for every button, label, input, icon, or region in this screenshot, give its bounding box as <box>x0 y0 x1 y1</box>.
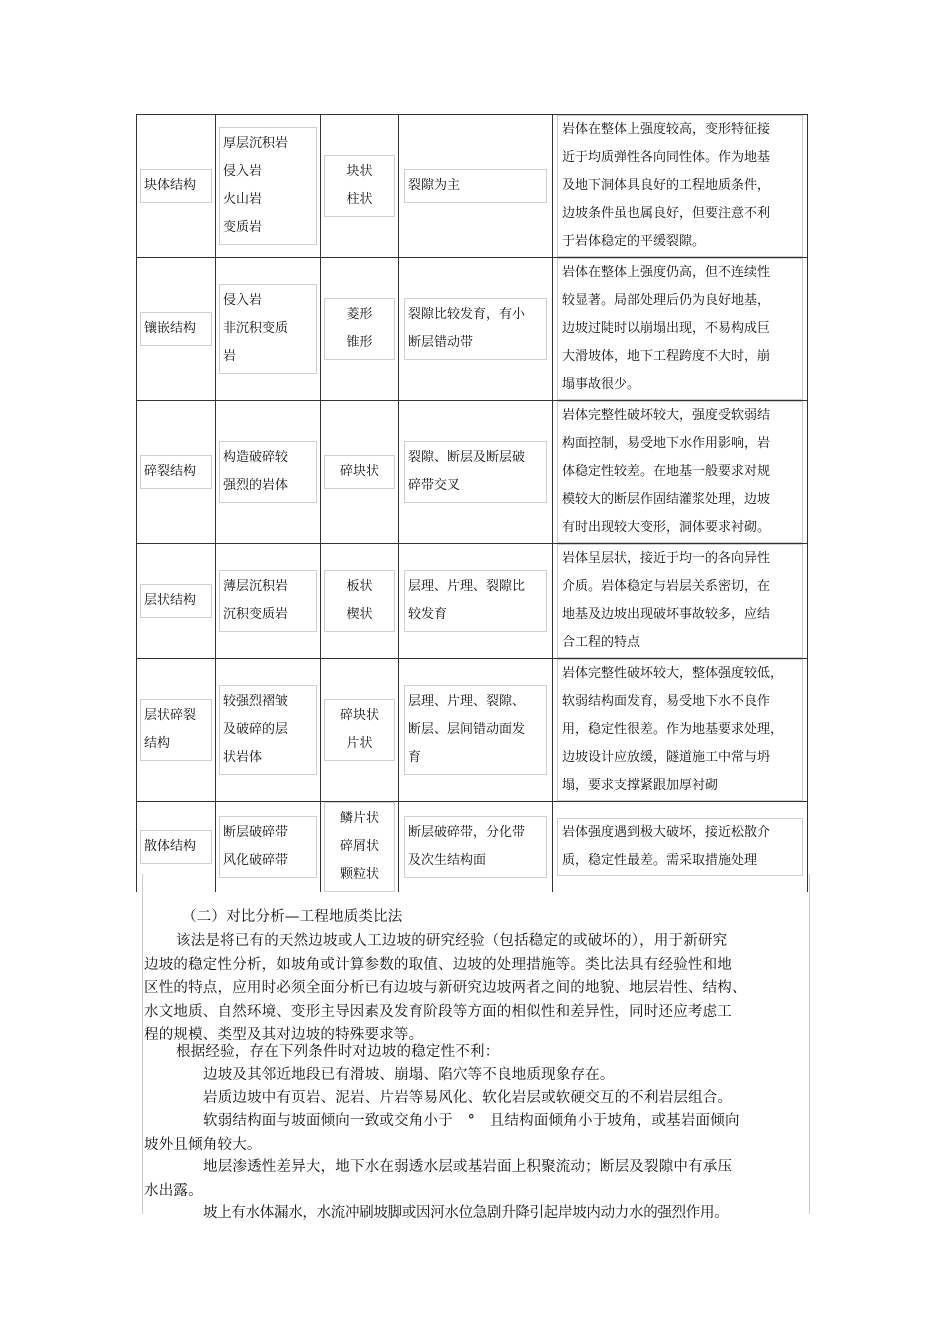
cell-text-line: 岩体在整体上强度仍高，但不连续性 <box>562 265 771 280</box>
rock-type-cell-box <box>219 816 317 878</box>
cell-text-line: 较强烈褶皱 <box>223 694 289 709</box>
condition-item-1 <box>144 1064 808 1088</box>
engineering-character-cell-box <box>557 818 803 876</box>
block-shape-cell <box>321 659 399 802</box>
cell-text-line: 岩体完整性破坏较大，强度受软弱结 <box>562 408 771 423</box>
block-shape-cell-box <box>324 699 395 761</box>
cell-text-line: 塌事故很少。 <box>562 377 641 392</box>
discontinuity-cell-box <box>404 169 547 203</box>
cell-text-line: 非沉积变质 <box>223 321 289 336</box>
cell-text-line: 裂隙、断层及断层破 <box>408 450 526 465</box>
rock-type-cell-box <box>219 284 317 374</box>
cell-text-line: 锥形 <box>346 335 373 350</box>
cell-text-line: 块状 <box>346 164 373 179</box>
discontinuity-cell <box>399 659 553 802</box>
cell-text-line: 构造破碎较 <box>223 450 289 465</box>
discontinuity-cell <box>399 544 553 659</box>
cell-text-line: 侵入岩 <box>223 293 263 308</box>
cell-text-line: 强烈的岩体 <box>223 478 289 493</box>
cell-text-line: 断层错动带 <box>408 335 474 350</box>
cell-text-line: 用，稳定性很差。作为地基要求处理， <box>562 722 784 737</box>
cell-text-line: 状岩体 <box>223 750 263 765</box>
discontinuity-cell <box>399 401 553 544</box>
condition-item-3 <box>144 1110 808 1157</box>
rock-type-cell <box>216 401 321 544</box>
structure-type-cell-box <box>140 699 212 761</box>
rock-structure-table <box>136 114 808 892</box>
cell-text-line: 模较大的断层作固结灌浆处理，边坡 <box>562 492 771 507</box>
cell-text-line: 沉积变质岩 <box>223 607 289 622</box>
cell-text-line: 块体结构 <box>144 178 197 193</box>
condition-text: 水出露。 <box>144 1182 203 1199</box>
discontinuity-cell-box <box>404 685 547 775</box>
structure-type-cell-box <box>140 312 212 346</box>
cell-text-line: 近于均质弹性各向同性体。作为地基 <box>562 150 771 165</box>
condition-item-5 <box>144 1202 808 1226</box>
table-row <box>137 659 808 802</box>
rock-type-cell-box <box>219 127 317 245</box>
cell-text-line: 及地下洞体具良好的工程地质条件， <box>562 178 771 193</box>
discontinuity-cell <box>399 258 553 401</box>
engineering-character-cell <box>553 258 808 401</box>
cell-text-line: 层状结构 <box>144 593 197 608</box>
cell-text-line: 厚层沉积岩 <box>223 136 289 151</box>
cell-text-line: 岩体强度遇到极大破坏，接近松散介 <box>562 825 771 840</box>
block-shape-cell-box <box>324 455 395 489</box>
cell-text-line: 散体结构 <box>144 839 197 854</box>
engineering-character-cell-box <box>557 659 803 801</box>
cell-text-line: 构面控制，易受地下水作用影响，岩 <box>562 436 771 451</box>
structure-type-cell <box>137 115 216 258</box>
cell-text-line: 介质。岩体稳定与岩层关系密切，在 <box>562 579 771 594</box>
cell-text-line: 颗粒状 <box>339 867 379 882</box>
cell-text-line: 断层破碎带，分化带 <box>408 825 526 840</box>
structure-type-cell-box <box>140 830 212 864</box>
condition-text: 地层渗透性差异大，地下水在弱透水层或基岩面上积聚流动；断层及裂隙中有承压 <box>203 1159 733 1175</box>
rock-type-cell-box <box>219 685 317 775</box>
structure-type-cell <box>137 401 216 544</box>
cell-text-line: 边坡设计应放缓，隧道施工中常与坍 <box>562 750 771 765</box>
rock-type-cell <box>216 659 321 802</box>
cell-text-line: 较发育 <box>408 607 448 622</box>
cell-text-line: 碎块状 <box>339 708 379 723</box>
table-row <box>137 115 808 258</box>
condition-text: 软弱结构面与坡面倾向一致或交角小于 ° 且结构面倾角小于坡角，或基岩面倾向 <box>203 1113 740 1129</box>
cell-text-line: 育 <box>408 750 422 765</box>
paragraph-line: 该法是将已有的天然边坡或人工边坡的研究经验（包括稳定的或破坏的），用于新研究 <box>176 933 728 949</box>
discontinuity-cell-box <box>404 298 547 360</box>
engineering-character-cell <box>553 401 808 544</box>
cell-text-line: 合工程的特点 <box>562 635 641 650</box>
cell-text-line: 鳞片状 <box>339 811 379 826</box>
section-heading <box>144 906 808 930</box>
cell-text-line: 碎裂结构 <box>144 464 197 479</box>
cell-text-line: 软弱结构面发育，易受地下水不良作 <box>562 694 771 709</box>
cell-text-line: 层状碎裂 <box>144 708 197 723</box>
paragraph-line: 根据经验，存在下列条件时对边坡的稳定性不利： <box>176 1044 500 1060</box>
discontinuity-cell-box <box>404 441 547 503</box>
condition-text: 边坡及其邻近地段已有滑坡、崩塌、陷穴等不良地质现象存在。 <box>203 1067 615 1083</box>
engineering-character-cell-box <box>557 544 803 658</box>
cell-text-line: 质，稳定性最差。需采取措施处理 <box>562 853 758 868</box>
cell-text-line: 薄层沉积岩 <box>223 579 289 594</box>
rock-type-cell-box <box>219 570 317 632</box>
block-shape-cell-box <box>324 298 395 360</box>
cell-text-line: 层理、片理、裂隙比 <box>408 579 526 594</box>
structure-type-cell-box <box>140 169 212 203</box>
cell-text-line: 裂隙为主 <box>408 178 461 193</box>
cell-text-line: 碎屑状 <box>339 839 379 854</box>
engineering-character-cell <box>553 115 808 258</box>
cell-text-line: 碎带交叉 <box>408 478 461 493</box>
cell-text-line: 较显著。局部处理后仍为良好地基， <box>562 293 771 308</box>
paragraph-line: 程的规模、类型及其对边坡的特殊要求等。 <box>144 1027 424 1043</box>
block-shape-cell-box <box>324 155 395 217</box>
rock-type-cell <box>216 258 321 401</box>
block-shape-cell-box <box>324 570 395 632</box>
condition-item-2 <box>144 1087 808 1111</box>
paragraph-conditions-intro <box>144 1041 808 1065</box>
paragraph-method <box>144 930 808 1048</box>
block-shape-cell <box>321 401 399 544</box>
paragraph-line: 水文地质、自然环境、变形主导因素及发育阶段等方面的相似性和差异性，同时还应考虑工 <box>144 1003 732 1020</box>
table-row <box>137 544 808 659</box>
condition-text: 坡外且倾角较大。 <box>144 1136 262 1153</box>
cell-text-line: 裂隙比较发育，有小 <box>408 307 526 322</box>
block-shape-cell <box>321 544 399 659</box>
cell-text-line: 变质岩 <box>223 220 263 235</box>
cell-text-line: 岩体完整性破坏较大，整体强度较低， <box>562 666 784 681</box>
cell-text-line: 边坡过陡时以崩塌出现，不易构成巨 <box>562 321 771 336</box>
cell-text-line: 断层、层间错动面发 <box>408 722 526 737</box>
cell-text-line: 断层破碎带 <box>223 825 289 840</box>
structure-type-cell <box>137 659 216 802</box>
engineering-character-cell-box <box>557 115 803 257</box>
cell-text-line: 地基及边坡出现破坏事故较多，应结 <box>562 607 771 622</box>
cell-text-line: 柱状 <box>346 192 373 207</box>
cell-text-line: 于岩体稳定的平缓裂隙。 <box>562 234 706 249</box>
rock-type-cell <box>216 115 321 258</box>
cell-text-line: 楔状 <box>346 607 373 622</box>
discontinuity-cell-box <box>404 816 547 878</box>
cell-text-line: 有时出现较大变形，洞体要求衬砌。 <box>562 520 771 535</box>
cell-text-line: 边坡条件虽也属良好，但要注意不利 <box>562 206 771 221</box>
structure-type-cell-box <box>140 455 212 489</box>
cell-text-line: 岩体在整体上强度较高，变形特征接 <box>562 122 771 137</box>
cell-text-line: 大滑坡体，地下工程跨度不大时，崩 <box>562 349 771 364</box>
table-row <box>137 258 808 401</box>
rock-type-cell-box <box>219 441 317 503</box>
condition-text: 岩质边坡中有页岩、泥岩、片岩等易风化、软化岩层或软硬交互的不利岩层组合。 <box>203 1090 733 1106</box>
block-shape-cell <box>321 258 399 401</box>
cell-text-line: 结构 <box>144 736 171 751</box>
paragraph-line: 边坡的稳定性分析，如坡角或计算参数的取值、边坡的处理措施等。类比法具有经验性和地 <box>144 956 732 973</box>
condition-text: 坡上有水体漏水，水流冲刷坡脚或因河水位急剧升降引起岸坡内动力水的强烈作用。 <box>203 1205 729 1221</box>
cell-text-line: 镶嵌结构 <box>144 321 197 336</box>
cell-text-line: 层理、片理、裂隙、 <box>408 694 526 709</box>
structure-type-cell <box>137 258 216 401</box>
discontinuity-cell <box>399 115 553 258</box>
cell-text-line: 塌，要求支撑紧跟加厚衬砌 <box>562 778 719 793</box>
structure-type-cell-box <box>140 584 212 618</box>
cell-text-line: 侵入岩 <box>223 164 263 179</box>
cell-text-line: 岩 <box>223 349 237 364</box>
cell-text-line: 风化破碎带 <box>223 853 289 868</box>
engineering-character-cell <box>553 544 808 659</box>
engineering-character-cell-box <box>557 258 803 400</box>
cell-text-line: 碎块状 <box>339 464 379 479</box>
cell-text-line: 及破碎的层 <box>223 722 289 737</box>
block-shape-cell <box>321 115 399 258</box>
engineering-character-cell-box <box>557 401 803 543</box>
paragraph-line: 区性的特点，应用时必须全面分析已有边坡与新研究边坡两者之间的地貌、地层岩性、结构、 <box>144 980 747 996</box>
cell-text-line: 及次生结构面 <box>408 853 487 868</box>
cell-text-line: 火山岩 <box>223 192 263 207</box>
engineering-character-cell <box>553 659 808 802</box>
cell-text-line: 菱形 <box>346 307 373 322</box>
cell-text-line: 片状 <box>346 736 373 751</box>
section-heading-text: （二）对比分析—工程地质类比法 <box>182 909 403 925</box>
table-row <box>137 401 808 544</box>
condition-item-4 <box>144 1156 808 1203</box>
rock-type-cell <box>216 544 321 659</box>
cell-text-line: 板状 <box>346 579 373 594</box>
structure-type-cell <box>137 544 216 659</box>
discontinuity-cell-box <box>404 570 547 632</box>
cell-text-line: 体稳定性较差。在地基一般要求对规 <box>562 464 771 479</box>
cell-text-line: 岩体呈层状，接近于均一的各向异性 <box>562 551 771 566</box>
